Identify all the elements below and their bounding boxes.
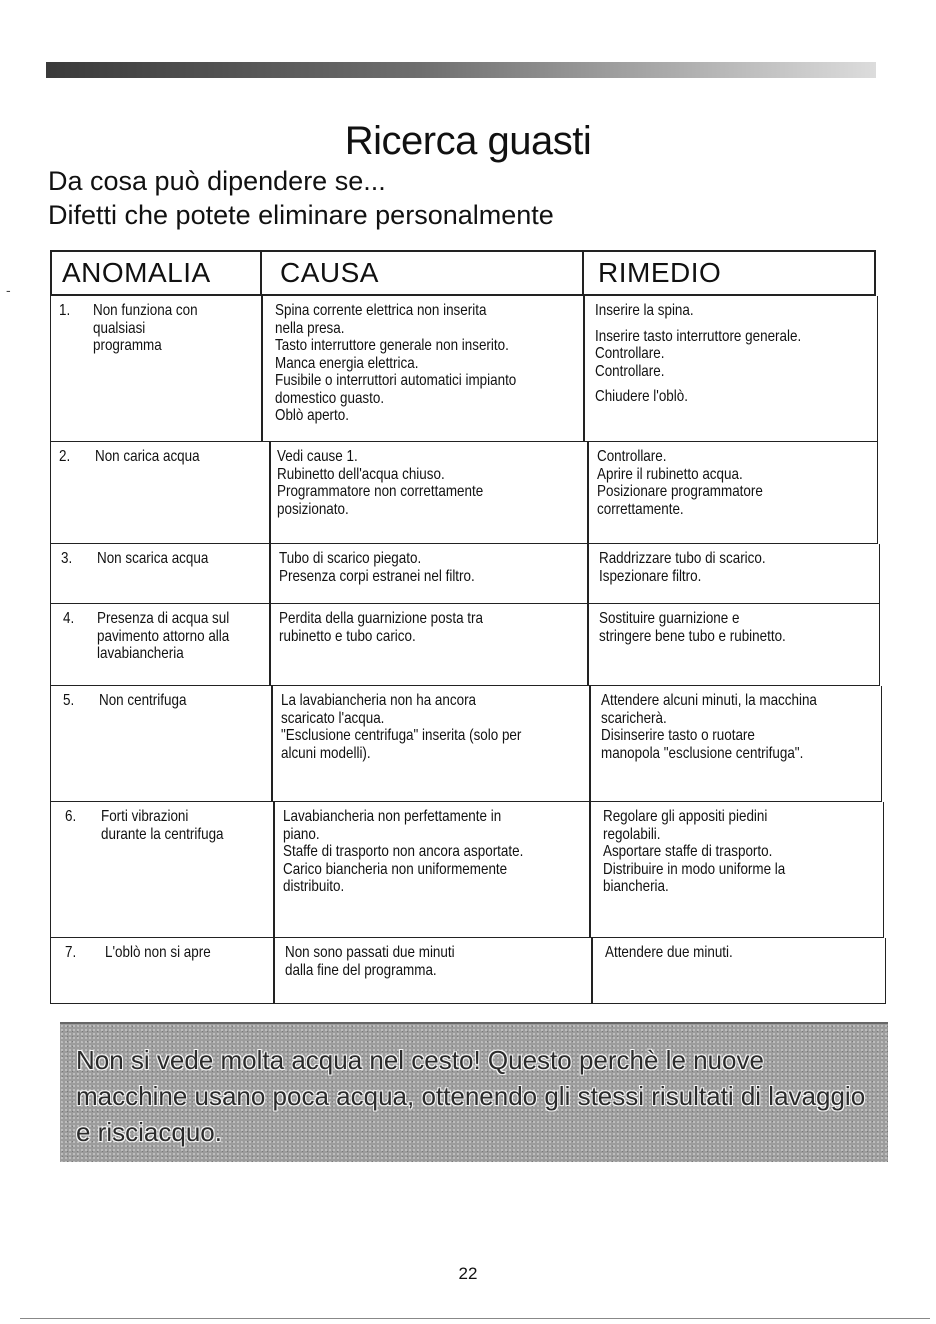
causa-cell-line: La lavabiancheria non ha ancora (281, 692, 477, 709)
column-divider (269, 442, 271, 543)
page-title: Ricerca guasti (344, 118, 592, 163)
causa-cell (281, 692, 592, 762)
table-row (50, 442, 878, 544)
rimedio-cell-line: Disinserire tasto o ruotare (601, 727, 755, 744)
rimedio-cell-line: scaricherà. (601, 709, 667, 727)
causa-cell-line: Tubo di scarico piegato. (279, 550, 422, 567)
rimedio-cell-line: Attendere due minuti. (605, 944, 733, 961)
table-header (50, 250, 876, 296)
causa-cell-line: nella presa. (275, 319, 345, 337)
rimedio-cell-line: Ispezionare filtro. (599, 567, 702, 585)
column-divider (269, 544, 271, 603)
table-row (50, 802, 884, 938)
column-divider (261, 296, 263, 441)
column-divider (273, 938, 275, 1003)
rimedio-cell-line: Inserire la spina. (595, 302, 694, 319)
anomalia-cell-line: Non scarica acqua (97, 550, 209, 567)
rimedio-cell (597, 448, 874, 518)
bottom-rule (20, 1318, 930, 1319)
causa-cell-line: posizionato. (277, 500, 349, 518)
causa-cell-line: Manca energia elettrica. (275, 354, 419, 372)
causa-cell-line: dalla fine del programma. (285, 961, 437, 979)
header-divider (582, 252, 584, 294)
causa-cell (275, 302, 586, 425)
page-number: 22 (458, 1264, 478, 1283)
rimedio-cell-line: regolabili. (603, 825, 661, 843)
subtitle-defects: Difetti che potete eliminare personalmente (48, 200, 554, 230)
anomalia-cell-line: Non carica acqua (95, 448, 200, 465)
causa-cell-line: Rubinetto dell'acqua chiuso. (277, 465, 445, 483)
rimedio-cell-line: biancheria. (603, 878, 669, 895)
causa-cell-line: Oblò aperto. (275, 407, 349, 424)
anomalia-cell-line: Forti vibrazioni (101, 808, 189, 825)
rimedio-cell-line: correttamente. (597, 500, 684, 518)
row-number: 2. (59, 448, 71, 465)
rimedio-cell-line: Aprire il rubinetto acqua. (597, 465, 743, 483)
causa-cell-line: piano. (283, 825, 320, 843)
causa-cell-line: Staffe di trasporto non ancora asportate. (283, 843, 524, 860)
rimedio-cell (601, 692, 878, 762)
info-note-text: Non si vede molta acqua nel cesto! Questo perchè le nuove macchine usano poca acqua, ottenendo gli stessi risultati di lavaggio e risciacquo. (76, 1045, 866, 1147)
causa-cell (279, 550, 590, 585)
column-divider (271, 686, 273, 801)
rimedio-cell-line: Attendere alcuni minuti, la macchina (601, 692, 817, 709)
rimedio-cell-line: manopola "esclusione centrifuga". (601, 744, 804, 762)
rimedio-cell-line: Controllare. (595, 345, 665, 362)
rimedio-cell-line: Chiudere l'oblò. (595, 388, 688, 405)
rimedio-cell-line: Posizionare programmatore (597, 483, 763, 500)
row-number: 5. (63, 692, 75, 709)
causa-cell-line: distribuito. (283, 878, 345, 895)
rimedio-cell-line: Distribuire in modo uniforme la (603, 860, 786, 878)
rimedio-cell-line (595, 320, 872, 328)
rimedio-cell (605, 944, 882, 962)
anomalia-cell-line: Non funziona con (93, 302, 198, 319)
top-decorative-bar (46, 62, 876, 78)
table-row (50, 938, 886, 1004)
header-causa: CAUSA (280, 257, 379, 288)
causa-cell-line: Programmatore non correttamente (277, 483, 484, 500)
table-row (50, 296, 878, 442)
causa-cell-line: Fusibile o interruttori automatici impianto (275, 372, 517, 389)
table-row (50, 604, 880, 686)
header-rimedio: RIMEDIO (598, 257, 722, 288)
rimedio-cell-line (595, 380, 872, 388)
causa-cell-line: Perdita della guarnizione posta tra (279, 610, 483, 627)
causa-cell-line: "Esclusione centrifuga" inserita (solo per (281, 727, 522, 744)
anomalia-cell-line: qualsiasi (93, 319, 146, 337)
rimedio-cell-line: Controllare. (597, 448, 667, 465)
rimedio-cell-line: Sostituire guarnizione e (599, 610, 740, 627)
causa-cell-line: Vedi cause 1. (277, 448, 358, 465)
anomalia-cell-line: lavabiancheria (97, 645, 184, 662)
troubleshooting-table (50, 250, 888, 1006)
rimedio-cell-line: Raddrizzare tubo di scarico. (599, 550, 766, 567)
rimedio-cell-line: Inserire tasto interruttore generale. (595, 327, 802, 345)
column-divider (273, 802, 275, 937)
row-number: 4. (63, 610, 75, 627)
anomalia-cell-line: L'oblò non si apre (105, 944, 211, 961)
row-number: 3. (61, 550, 73, 567)
rimedio-cell-line: Regolare gli appositi piedini (603, 808, 768, 825)
anomalia-cell (101, 808, 269, 843)
causa-cell (279, 610, 590, 645)
causa-cell-line: Lavabiancheria non perfettamente in (283, 808, 502, 825)
column-divider (269, 604, 271, 685)
table-row (50, 686, 882, 802)
causa-cell-line: alcuni modelli). (281, 744, 371, 762)
rimedio-cell-line: Controllare. (595, 362, 665, 380)
causa-cell-line: Carico biancheria non uniformemente (283, 860, 508, 878)
row-number: 6. (65, 808, 77, 825)
anomalia-cell-line: Presenza di acqua sul (97, 610, 230, 627)
causa-cell (285, 944, 596, 979)
anomalia-cell-line: Non centrifuga (99, 692, 187, 709)
causa-cell (283, 808, 594, 896)
causa-cell-line: rubinetto e tubo carico. (279, 627, 416, 645)
causa-cell-line: Spina corrente elettrica non inserita (275, 302, 487, 319)
rimedio-cell (603, 808, 880, 896)
anomalia-cell (97, 610, 265, 663)
anomalia-cell-line: pavimento attorno alla (97, 627, 230, 645)
rimedio-cell (595, 302, 872, 406)
causa-cell-line: Non sono passati due minuti (285, 944, 455, 961)
rimedio-cell-line: Asportare staffe di trasporto. (603, 843, 773, 860)
header-divider (260, 252, 262, 294)
causa-cell (277, 448, 588, 518)
row-number: 7. (65, 944, 77, 961)
anomalia-cell (105, 944, 273, 962)
anomalia-cell (99, 692, 267, 710)
causa-cell-line: scaricato l'acqua. (281, 709, 385, 727)
info-note-box (60, 1022, 888, 1162)
rimedio-cell (599, 610, 876, 645)
causa-cell-line: Presenza corpi estranei nel filtro. (279, 567, 475, 585)
causa-cell-line: domestico guasto. (275, 389, 385, 407)
anomalia-cell (95, 448, 263, 466)
causa-cell-line: Tasto interruttore generale non inserito. (275, 337, 509, 354)
anomalia-cell-line: durante la centrifuga (101, 825, 224, 843)
anomalia-cell-line: programma (93, 337, 162, 354)
margin-mark: - (6, 282, 11, 298)
anomalia-cell (97, 550, 265, 568)
anomalia-cell (93, 302, 261, 355)
row-number: 1. (59, 302, 71, 319)
subtitle-question: Da cosa può dipendere se... (48, 166, 386, 196)
rimedio-cell-line: stringere bene tubo e rubinetto. (599, 627, 786, 645)
rimedio-cell (599, 550, 876, 585)
header-anomalia: ANOMALIA (62, 257, 211, 288)
table-row (50, 544, 880, 604)
